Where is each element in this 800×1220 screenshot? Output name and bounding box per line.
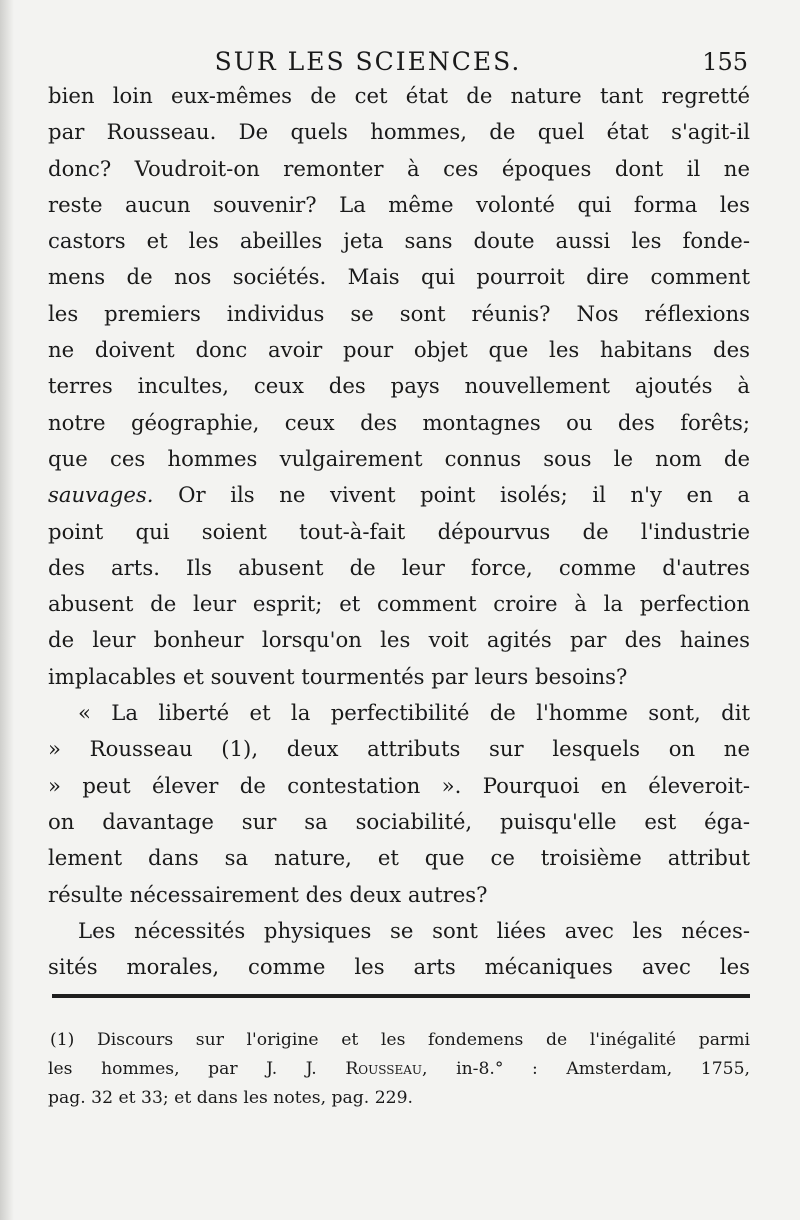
text-line: castors et les abeilles jeta sans doute aussi les fonde- [48,228,750,254]
text-segment: Or ils ne vivent point isolés; il n'y en a [153,482,750,508]
text-line: ne doivent donc avoir pour objet que les habitans des [48,337,750,363]
footnote-line: pag. 32 et 33; et dans les notes, pag. 229. [48,1088,413,1108]
text-line: terres incultes, ceux des pays nouvellement ajoutés à [48,373,750,399]
text-line: des arts. Ils abusent de leur force, comme d'autres [48,554,750,580]
text-line: bien loin eux-mêmes de cet état de nature tant regretté [48,83,750,108]
text-line: les premiers individus se sont réunis? Nos réflexions [48,300,750,326]
text-line: lement dans sa nature, et que ce troisième attribut [48,845,750,871]
footnote-rule [52,994,750,998]
footnote-line [48,1055,750,1084]
text-line-quote-start: « La liberté et la perfectibilité de l'homme sont, dit [78,700,750,726]
text-line: par Rousseau. De quels hommes, de quel état s'agit-il [48,119,750,145]
text-line-sauvages [48,477,750,513]
text-line: on davantage sur sa sociabilité, puisqu'elle est éga- [48,808,750,834]
text-line: abusent de leur esprit; et comment croire à la perfection [48,591,750,617]
text-line: » Rousseau (1), deux attributs sur lesquels on ne [48,736,750,762]
text-line: sités morales, comme les arts mécaniques avec les [48,954,750,980]
text-line: notre géographie, ceux des montagnes ou des forêts; [48,409,750,435]
running-head [48,44,748,80]
text-line: reste aucun souvenir? La même volonté qui forma les [48,191,750,217]
author-name: Rousseau [345,1059,423,1079]
text-line: mens de nos sociétés. Mais qui pourroit dire comment [48,264,750,290]
text-line: implacables et souvent tourmentés par leurs besoins? [48,663,628,689]
footnote [48,1026,750,1113]
page-edge-shadow [0,0,14,1220]
text-line: » peut élever de contestation ». Pourquoi en éleveroit- [48,772,750,798]
text-line-paragraph-start: Les nécessités physiques se sont liées avec les néces- [78,917,750,943]
running-title: SUR LES SCIENCES. [214,47,522,76]
text-line: que ces hommes vulgairement connus sous le nom de [48,445,750,471]
page-number: 155 [702,48,748,76]
footnote-segment: , in-8.° : Amsterdam, 1755, [422,1059,750,1079]
italic-word: sauvages. [48,482,154,508]
text-line: donc? Voudroit-on remonter à ces époques dont il ne [48,155,750,181]
text-line: de leur bonheur lorsqu'on les voit agités par des haines [48,627,750,653]
footnote-line: (1) Discours sur l'origine et les fondemens de l'inégalité parmi [50,1030,750,1050]
text-line: point qui soient tout-à-fait dépourvus de l'industrie [48,518,750,544]
body-text [48,78,750,985]
footnote-segment: les hommes, par J. J. [48,1059,346,1079]
text-line: résulte nécessairement des deux autres? [48,881,488,907]
